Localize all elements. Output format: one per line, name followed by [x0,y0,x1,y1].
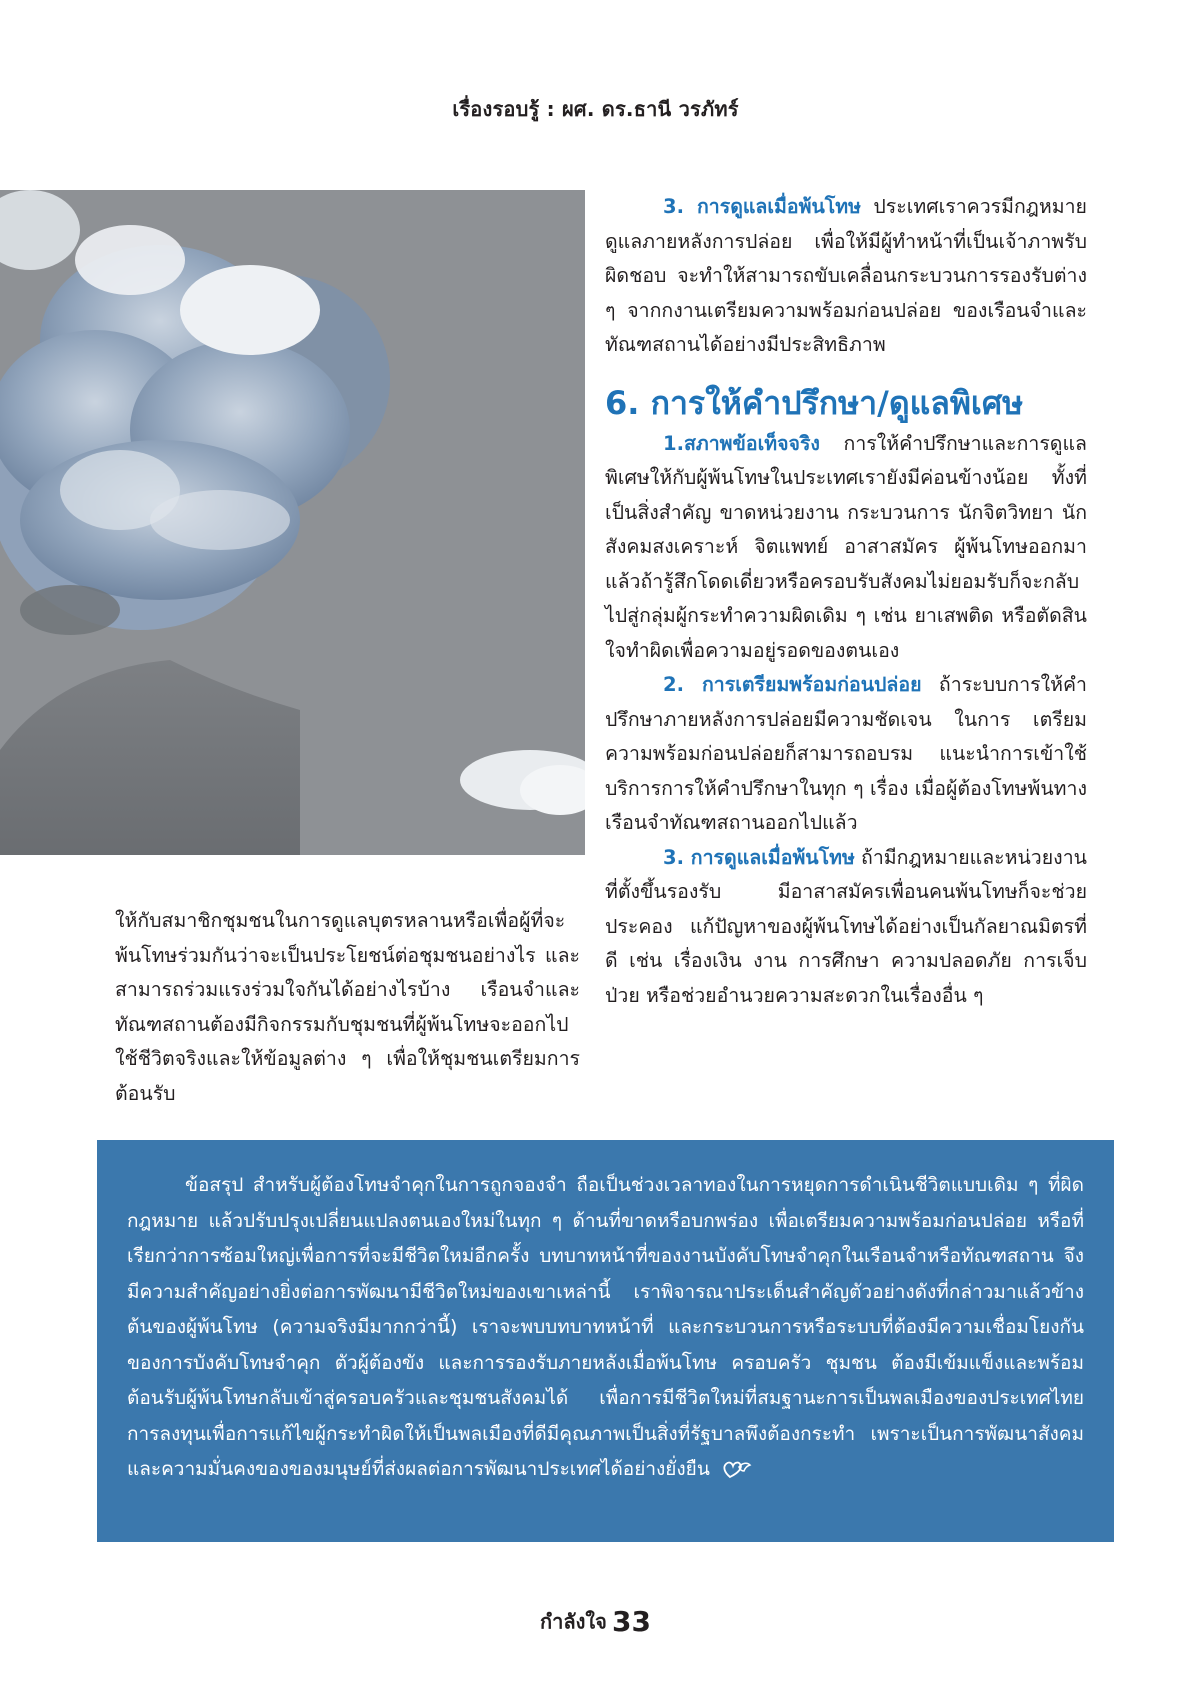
heart-dove-icon [722,1459,752,1481]
column-label: เรื่องรอบรู้ : [452,97,555,121]
author-name: ผศ. ดร.ธานี วรภัทร์ [562,97,739,121]
lead-release-care-2: 3. การดูแลเมื่อพ้นโทษ [663,845,855,869]
cloud-head-illustration [0,190,585,855]
right-column [605,190,1087,1013]
text-release-care-2: ถ้ามีกฎหมายและหน่วยงานที่ตั้งขึ้นรองรับ มีอาสาสมัครเพื่อนคนพ้นโทษก็จะช่วยประคอง แก้ปัญหาของผู้พ้นโทษได้อย่างเป็นกัลยาณมิตรที่ดี เช่น เรื่องเงิน งาน การศึกษา ความปลอดภัย การเจ็บป่วย หรือช่วยอำนวยความสะดวกในเรื่องอื่น ๆ [605,845,1087,1007]
lead-preparation: 2. การเตรียมพร้อมก่อนปล่อย [663,673,922,696]
paragraph-facts [605,427,1087,669]
text-facts: การให้คำปรึกษาและการดูแลพิเศษให้กับผู้พ้นโทษในประเทศเรายังมีค่อนข้างน้อย ทั้งที่เป็นสิ่งสำคัญ ขาดหน่วยงาน กระบวนการ นักจิตวิทยา นักสังคมสงเคราะห์ จิตแพทย์ อาสาสมัคร ผู้พ้นโทษออกมาแล้วถ้ารู้สึกโดดเดี่ยวหรือครอบรับสังคมไม่ยอมรับก็จะกลับไปสู่กลุ่มผู้กระทำความผิดเดิม ๆ เช่น ยาเสพติด หรือตัดสินใจทำผิดเพื่อความอยู่รอดของตนเอง [605,431,1087,662]
magazine-name: กำลังใจ [540,1609,607,1634]
page-footer [0,1605,1191,1638]
page-header [0,93,1191,125]
left-column [115,904,580,1111]
lead-release-care-1: 3. การดูแลเมื่อพ้นโทษ [663,195,861,218]
summary-paragraph [127,1168,1084,1488]
summary-text: ข้อสรุป สำหรับผู้ต้องโทษจำคุกในการถูกจองจำ ถือเป็นช่วงเวลาทองในการหยุดการดำเนินชีวิตแบบเดิม ๆ ที่ผิดกฎหมาย แล้วปรับปรุงเปลี่ยนแปลงตนเองใหม่ในทุก ๆ ด้านที่ขาดหรือบกพร่อง เพื่อเตรียมความพร้อมก่อนปล่อย หรือที่เรียกว่าการซ้อมใหญ่เพื่อการที่จะมีชีวิตใหม่อีกครั้ง บทบาทหน้าที่ของงานบังคับโทษจำคุกในเรือนจำหรือทัณฑสถาน จึงมีความสำคัญอย่างยิ่งต่อการพัฒนามีชีวิตใหม่ของเขาเหล่านี้ เราพิจารณาประเด็นสำคัญตัวอย่างดังที่กล่าวมาแล้วข้างต้นของผู้พ้นโทษ (ความจริงมีมากกว่านี้) เราจะพบบทบาทหน้าที่ และกระบวนการหรือระบบที่ต้องมีความเชื่อมโยงกันของการบังคับโทษจำคุก ตัวผู้ต้องขัง และการรองรับภายหลังเมื่อพ้นโทษ ครอบครัว ชุมชน ต้องมีเข้มแข็งและพร้อมต้อนรับผู้พ้นโทษกลับเข้าสู่ครอบครัวและชุมชนสังคมได้ เพื่อการมีชีวิตใหม่ที่สมฐานะการเป็นพลเมืองของประเทศไทย การลงทุนเพื่อการแก้ไขผู้กระทำผิดให้เป็นพลเมืองที่ดีมีคุณภาพเป็นสิ่งที่รัฐบาลพึงต้องกระทำ เพราะเป็นการพัฒนาสังคมและความมั่นคงของของมนุษย์ที่ส่งผลต่อการพัฒนาประเทศได้อย่างยั่งยืน [127,1174,1084,1480]
lead-facts: 1.สภาพข้อเท็จจริง [663,431,820,455]
paragraph-release-care-1 [605,190,1087,363]
text-release-care-1: ประเทศเราควรมีกฎหมายดูแลภายหลังการปล่อย เพื่อให้มีผู้ทำหน้าที่เป็นเจ้าภาพรับผิดชอบ จะทำให้สามารถขับเคลื่อนกระบวนการรองรับต่าง ๆ จากกงานเตรียมความพร้อมก่อนปล่อย ของเรือนจำและทัณฑสถานได้อย่างมีประสิทธิภาพ [605,195,1087,356]
text-preparation: ถ้าระบบการให้คำปรึกษาภายหลังการปล่อยมีความชัดเจน ในการ เตรียมความพร้อมก่อนปล่อยก็สามารถอบรม แนะนำการเข้าใช้บริการการให้คำปรึกษาในทุก ๆ เรื่อง เมื่อผู้ต้องโทษพ้นทางเรือนจำทัณฑสถานออกไปแล้ว [605,673,1087,834]
paragraph-preparation [605,668,1087,841]
paragraph-release-care-2 [605,841,1087,1014]
summary-box [97,1140,1114,1542]
cloud-head-photo [0,190,585,855]
paragraph-community: ให้กับสมาชิกชุมชนในการดูแลบุตรหลานหรือเพื่อผู้ที่จะพ้นโทษร่วมกันว่าจะเป็นประโยชน์ต่อชุมชนอย่างไร และสามารถร่วมแรงร่วมใจกันได้อย่างไรบ้าง เรือนจำและทัณฑสถานต้องมีกิจกรรมกับชุมชนที่ผู้พ้นโทษจะออกไปใช้ชีวิตจริงและให้ข้อมูลต่าง ๆ เพื่อให้ชุมชนเตรียมการต้อนรับ [115,909,580,1105]
section-title: 6. การให้คำปรึกษา/ดูแลพิเศษ [605,383,1024,422]
page-number: 33 [611,1605,651,1638]
